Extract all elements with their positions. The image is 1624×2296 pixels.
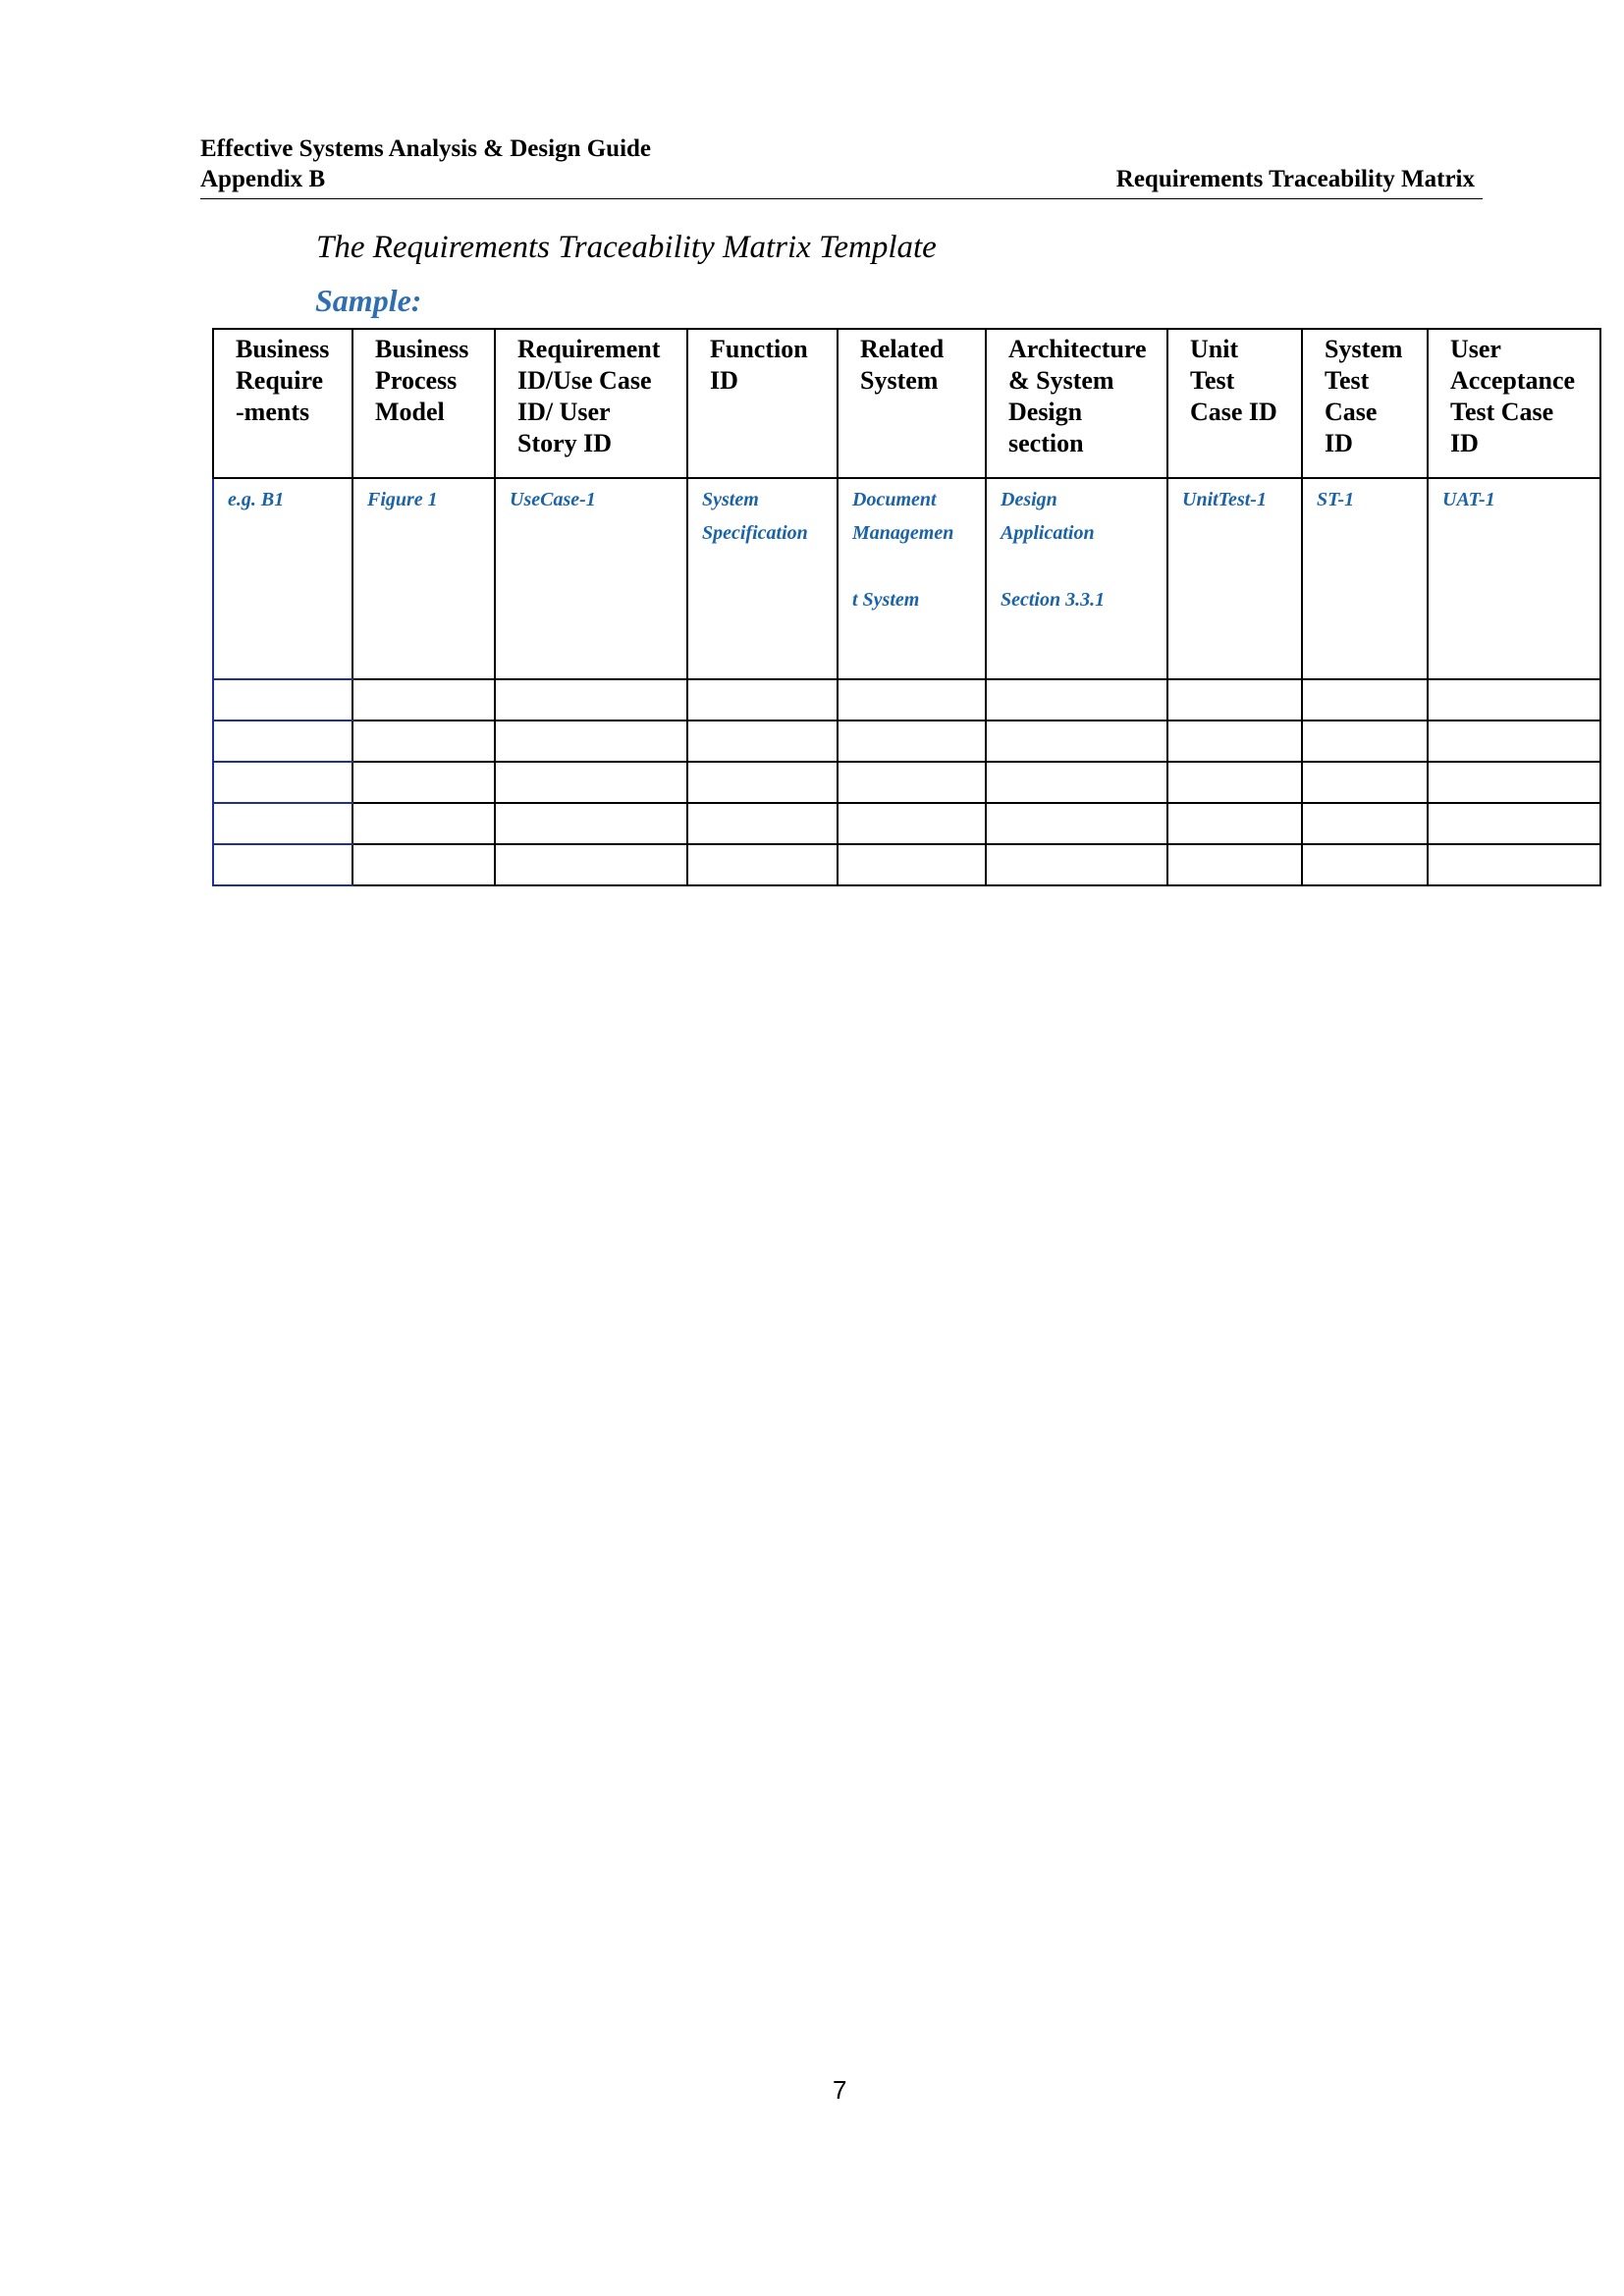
table-cell: UAT-1 (1428, 478, 1600, 679)
traceability-matrix-table (212, 328, 1601, 886)
table-cell (1167, 721, 1302, 762)
table-cell (1167, 679, 1302, 721)
table-cell (986, 803, 1167, 844)
document-title-header: Effective Systems Analysis & Design Guide (200, 135, 652, 162)
table-cell (687, 844, 838, 885)
table-cell: e.g. B1 (213, 478, 352, 679)
column-header: Business Process Model (352, 329, 495, 478)
table-cell: ST-1 (1302, 478, 1428, 679)
table-cell (1302, 679, 1428, 721)
table-cell: Figure 1 (352, 478, 495, 679)
appendix-label: Appendix B (200, 166, 326, 192)
table-cell (687, 762, 838, 803)
table-cell (986, 679, 1167, 721)
table-cell (986, 844, 1167, 885)
table-cell (352, 803, 495, 844)
table-cell (687, 679, 838, 721)
table-cell (1428, 762, 1600, 803)
table-cell (352, 721, 495, 762)
table-cell (352, 844, 495, 885)
table-cell: Document Managemen t System (838, 478, 986, 679)
table-cell (1167, 844, 1302, 885)
table-cell (986, 762, 1167, 803)
blank-row (213, 844, 1600, 885)
table-cell (1302, 721, 1428, 762)
table-cell (1302, 803, 1428, 844)
sample-label: Sample: (315, 283, 422, 318)
column-header: User Acceptance Test Case ID (1428, 329, 1600, 478)
table-cell (495, 844, 687, 885)
table-cell (838, 762, 986, 803)
table-cell: Design Application Section 3.3.1 (986, 478, 1167, 679)
table-cell (838, 721, 986, 762)
table-cell (213, 679, 352, 721)
table-cell (495, 762, 687, 803)
table-cell (1167, 762, 1302, 803)
table-cell (352, 762, 495, 803)
table-cell (1428, 679, 1600, 721)
sample-row (213, 478, 1600, 679)
table-cell (352, 679, 495, 721)
table-cell (213, 844, 352, 885)
table-cell (1428, 844, 1600, 885)
table-cell: UseCase-1 (495, 478, 687, 679)
table-cell (986, 721, 1167, 762)
table-cell: System Specification (687, 478, 838, 679)
table-cell (838, 803, 986, 844)
table-cell (1302, 844, 1428, 885)
table-cell (1428, 803, 1600, 844)
table-cell (1302, 762, 1428, 803)
column-header: System Test Case ID (1302, 329, 1428, 478)
column-header: Requirement ID/Use Case ID/ User Story ID (495, 329, 687, 478)
blank-row (213, 762, 1600, 803)
page-header (200, 133, 1483, 199)
table-cell (1428, 721, 1600, 762)
table-cell (495, 679, 687, 721)
table-cell (687, 803, 838, 844)
blank-row (213, 679, 1600, 721)
column-header: Architecture & System Design section (986, 329, 1167, 478)
table-cell (213, 803, 352, 844)
table-cell (213, 762, 352, 803)
blank-row (213, 803, 1600, 844)
table-cell (495, 721, 687, 762)
column-header: Related System (838, 329, 986, 478)
table-header-row (213, 329, 1600, 478)
table-cell (213, 721, 352, 762)
table-cell: UnitTest-1 (1167, 478, 1302, 679)
table-cell (687, 721, 838, 762)
table-cell (1167, 803, 1302, 844)
page-number: 7 (833, 2075, 847, 2105)
section-title-header: Requirements Traceability Matrix (1115, 166, 1475, 192)
column-header: Unit Test Case ID (1167, 329, 1302, 478)
template-title: The Requirements Traceability Matrix Template (316, 230, 937, 265)
table-cell (838, 844, 986, 885)
column-header: Function ID (687, 329, 838, 478)
column-header: Business Require -ments (213, 329, 352, 478)
blank-row (213, 721, 1600, 762)
table-cell (838, 679, 986, 721)
table-cell (495, 803, 687, 844)
